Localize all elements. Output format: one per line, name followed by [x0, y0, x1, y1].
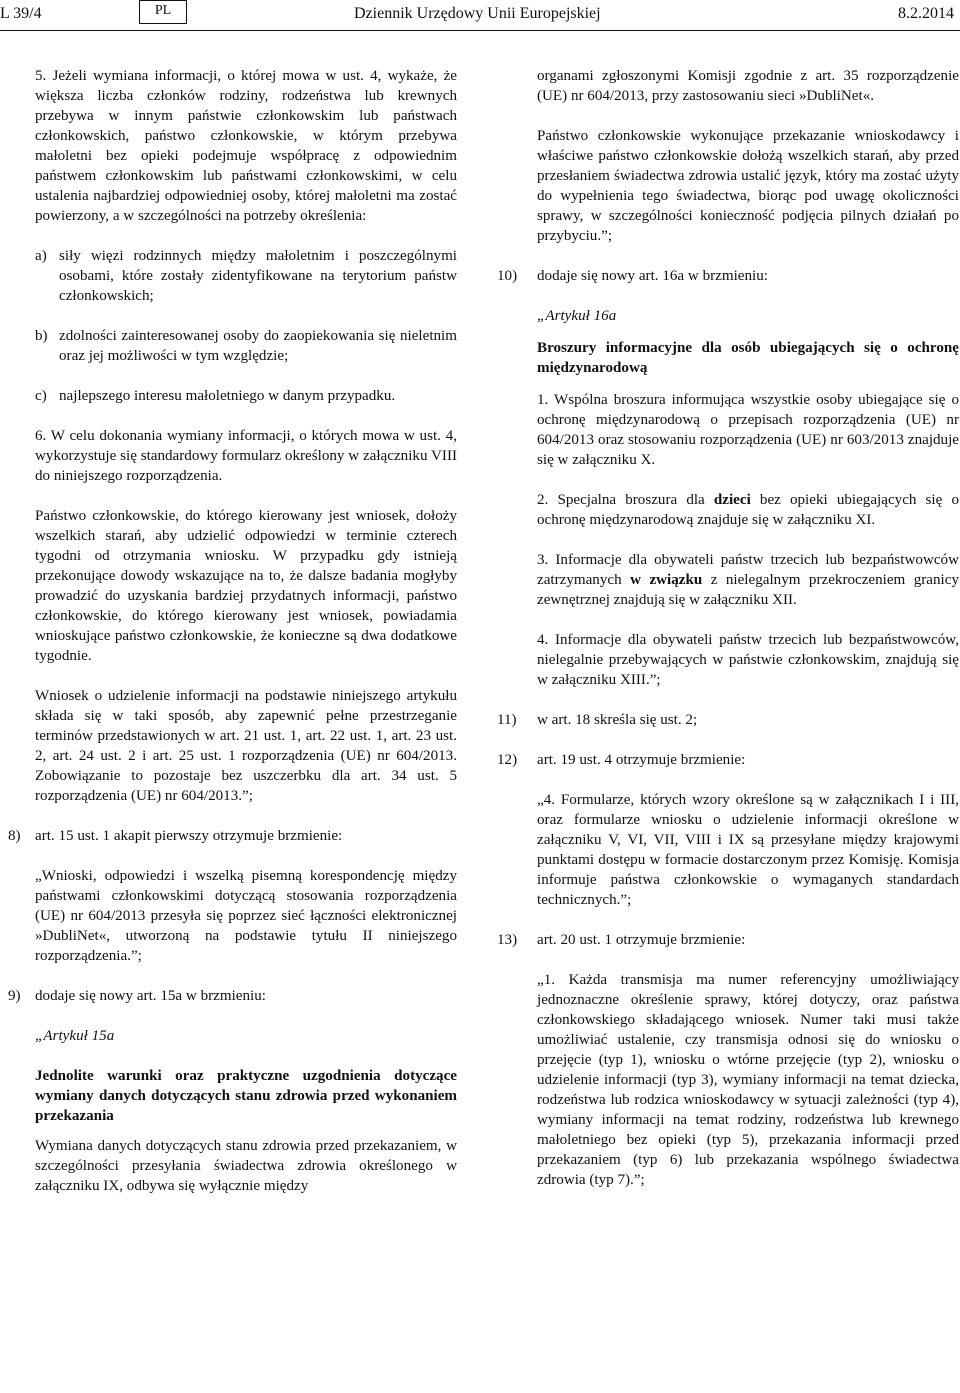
amendment-10 — [497, 266, 959, 286]
amendment-number: 10) — [497, 268, 518, 284]
right-column — [497, 66, 959, 1190]
section-3 — [537, 550, 959, 610]
amendment-9 — [8, 986, 457, 1006]
publication-date: 8.2.2014 — [898, 5, 954, 22]
paragraph-requested-state: Państwo członkowskie, do którego kierowany jest wniosek, dołoży wszelkich starań, aby udzielić odpowiedzi w terminie czterech tygodni od otrzymania wniosku. W przypadku gdy istnieją przekonujące dowody wskazujące na to, że dalsze badania mogłyby prowadzić do uzyskania bardziej przydatnych informacji, państwo członkowskie, do którego kierowany jest wniosek, powiadamia wnioskujące państwo członkowskie, że konieczne są dwa dodatkowe tygodnie. — [35, 508, 457, 664]
amendment-11 — [497, 710, 959, 730]
section-1: 1. Wspólna broszura informująca wszystkie osoby ubiegające się o ochronę międzynarodową o przepisach rozporządzenia (UE) nr 604/2013 oraz stosowaniu rozporządzenia (UE) nr 603/2013 znajduje się w załączniku X. — [537, 392, 959, 468]
section-2 — [537, 490, 959, 530]
list-item-a — [35, 246, 457, 306]
paragraph-request: Wniosek o udzielenie informacji na podstawie niniejszego artykułu składa się w taki sposób, aby zapewnić pełne przestrzeganie terminów przedstawionych w art. 21 ust. 1, art. 22 ust. 1, art. 23 ust. 2, art. 24 ust. 2 i art. 25 ust. 1 rozporządzenia (UE) nr 604/2013. Zobowiązanie to pozostaje bez uszczerbku dla art. 34 ust. 5 rozporządzenia (UE) nr 604/2013.”; — [35, 688, 457, 804]
left-column — [8, 66, 457, 1196]
section-2-text: 2. Specjalna broszura dla — [537, 492, 714, 508]
amendment-12 — [497, 750, 959, 770]
page-reference: L 39/4 — [0, 5, 42, 22]
list-text: najlepszego interesu małoletniego w danym przypadku. — [59, 388, 396, 404]
article-15a-text: Wymiana danych dotyczących stanu zdrowia przed przekazaniem, w szczególności przesyłania świadectwa zdrowia określonego w załączniku IX, odbywa się wyłącznie między — [35, 1138, 457, 1194]
list-label: b) — [35, 328, 48, 344]
amendment-text: art. 20 ust. 1 otrzymuje brzmienie: — [537, 932, 746, 948]
amendment-text: art. 19 ust. 4 otrzymuje brzmienie: — [537, 752, 746, 768]
amendment-number: 13) — [497, 932, 518, 948]
list-label: a) — [35, 248, 47, 264]
list-item-c — [35, 386, 457, 406]
quote-amendment-8: „Wnioski, odpowiedzi i wszelką pisemną korespondencję między państwami członkowskimi dotyczącą stosowania rozporządzenia (UE) nr 604/2013 przesyła się poprzez sieć łączności elektronicznej »DubliNet«, utworzoną na podstawie tytułu II niniejszego rozporządzenia.”; — [35, 868, 457, 964]
list-text: siły więzi rodzinnych między małoletnim i poszczególnymi osobami, które zostały zidentyfikowane na terytorium państw członkowskich; — [59, 248, 457, 304]
section-3-emphasis: w związku — [630, 572, 703, 588]
amendment-13 — [497, 930, 959, 950]
section-3-text-end: z nielegalnym przekroczeniem granicy zewnętrznej znajdują się w załączniku XII. — [537, 572, 959, 608]
list-item-b — [35, 326, 457, 366]
amendment-number: 11) — [497, 712, 517, 728]
amendment-number: 9) — [8, 988, 21, 1004]
amendment-text: w art. 18 skreśla się ust. 2; — [537, 712, 698, 728]
amendment-text: art. 15 ust. 1 akapit pierwszy otrzymuje brzmienie: — [35, 828, 343, 844]
header-rule — [0, 30, 960, 31]
amendment-8 — [8, 826, 457, 846]
paragraph-5: 5. Jeżeli wymiana informacji, o której mowa w ust. 4, wykaże, że większa liczba członków rodziny, rodzeństwa lub krewnych przebywa w innym państwie członkowskim lub państwach członkowskich, państwo członkowskie, w którym przebywa małoletni bez opieki podejmuje współpracę z odpowiednim państwem członkowskim lub państwami członkowskimi, w celu ustalenia najbardziej odpowiedniej osoby, której małoletni ma zostać powierzony, a w szczególności na potrzeby określenia: — [35, 68, 457, 224]
amendment-number: 12) — [497, 752, 518, 768]
list-text: zdolności zainteresowanej osoby do zaopiekowania się nieletnim oraz jej możliwości w tym względzie; — [59, 328, 457, 364]
paragraph-6: 6. W celu dokonania wymiany informacji, o których mowa w ust. 4, wykorzystuje się standardowy formularz określony w załączniku VIII do niniejszego rozporządzenia. — [35, 428, 457, 484]
section-3-text: 3. Informacje dla obywateli państw trzecich lub bezpaństwowców zatrzymanych — [537, 552, 959, 588]
language-badge: PL — [139, 0, 187, 24]
article-16a-heading: „Artykuł 16a — [537, 308, 617, 324]
article-16a-title: Broszury informacyjne dla osób ubiegających się o ochronę międzynarodową — [537, 340, 959, 376]
continued-text: organami zgłoszonymi Komisji zgodnie z art. 35 rozporządzenie (UE) nr 604/2013, przy zastosowaniu sieci »DubliNet«. — [537, 68, 959, 104]
page-header — [0, 0, 960, 30]
article-15a-heading: „Artykuł 15a — [35, 1028, 115, 1044]
quote-amendment-13: „1. Każda transmisja ma numer referencyjny umożliwiający jednoznaczne określenie sprawy, której dotyczy, oraz państwa członkowskiego składającego wniosek. Numer taki musi także umożliwiać ustalenie, czy transmisja odnosi się do wniosku o przejęcie (typ 1), wniosku o wtórne przejęcie (typ 2), wniosku o udzielenie informacji (typ 3), wymiany informacji na temat dziecka, rodzeństwa lub rodzica wnioskodawcy w sytuacji zależności (typ 4), wymiany informacji na temat rodziny, rodzeństwa lub krewnego małoletniego bez opieki (typ 5), przekazania informacji przed przekazaniem (typ 6) lub przekazania wspólnego świadectwa zdrowia (typ 7).”; — [537, 972, 959, 1188]
section-4: 4. Informacje dla obywateli państw trzecich lub bezpaństwowców, nielegalnie przebywających w państwie członkowskim, znajdują się w załączniku XIII.”; — [537, 632, 959, 688]
paragraph-transferring-state: Państwo członkowskie wykonujące przekazanie wnioskodawcy i właściwe państwo członkowskie dołożą wszelkich starań, aby przed przesłaniem świadectwa zdrowia ustalić język, który ma zostać użyty do wypełnienia tego świadectwa, biorąc pod uwagę okoliczności sprawy, w szczególności konieczność podjęcia pilnych działań po przybyciu.”; — [537, 128, 959, 244]
section-2-emphasis: dzieci — [713, 492, 751, 508]
amendment-text: dodaje się nowy art. 15a w brzmieniu: — [35, 988, 266, 1004]
quote-amendment-12: „4. Formularze, których wzory określone są w załącznikach I i III, oraz formularze wniosku o udzielenie informacji określone w załączniku V, VI, VII, VIII i IX są przesyłane między krajowymi punktami dostępu w formacie dostarczonym przez Komisję. Komisja informuje państwa członkowskie o wymaganych standardach technicznych.”; — [537, 792, 959, 908]
list-label: c) — [35, 388, 47, 404]
amendment-text: dodaje się nowy art. 16a w brzmieniu: — [537, 268, 768, 284]
article-15a-title: Jednolite warunki oraz praktyczne uzgodnienia dotyczące wymiany danych dotyczących stanu zdrowia przed wykonaniem przekazania — [35, 1068, 457, 1124]
journal-title: Dziennik Urzędowy Unii Europejskiej — [354, 5, 601, 22]
amendment-number: 8) — [8, 828, 21, 844]
section-2-text-end: bez opieki ubiegających się o ochronę międzynarodową znajduje się w załączniku XI. — [537, 492, 959, 528]
